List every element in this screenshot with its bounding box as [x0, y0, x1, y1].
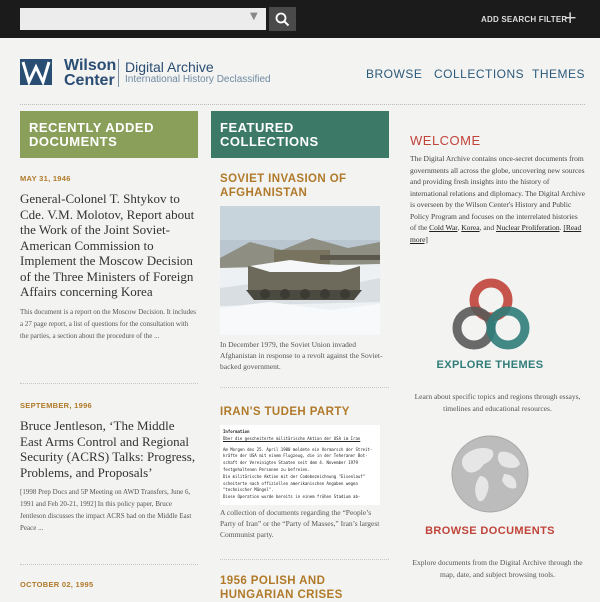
document-line: Diese Operation wurde bereits in einem frühen Stadium ab-: [223, 494, 361, 500]
list-item: [20, 401, 198, 534]
document-line: "technischer Mängel".: [223, 487, 274, 493]
document-line: kräfte der USA mit einem Flugzeug, die in der Teheraner Bot-: [223, 453, 368, 459]
collection-title-link[interactable]: SOVIET INVASION OF AFGHANISTAN: [220, 173, 347, 199]
document-line: Über die gescheiterte militärische Aktion der USA im Iran: [223, 435, 361, 441]
item-separator: [20, 564, 198, 565]
welcome-body: The Digital Archive contains once-secret documents from governments all across the globe, uncovering new sources and providing fresh insights into the history of international relations and diplomacy. The Digital Archive is overseen by the Wilson Center's History and Public Policy Program and focuses on the interrelated histories of the: [410, 154, 585, 232]
korea-link[interactable]: Korea: [461, 223, 480, 232]
site-name[interactable]: Digital Archive: [125, 59, 214, 75]
collection-description: A collection of documents regarding the “People’s Party of Iran” or the “Party of Masses,” Iran’s largest Communist party.: [220, 508, 380, 539]
item-title-link[interactable]: General-Colonel T. Shtykov to Cde. V.M. Molotov, Report about the Work of the Joint Soviet-American Commission to Implement the Moscow Decision of the Three Ministers of Foreign Affairs concerning Korea: [20, 191, 195, 299]
logo-org-line2[interactable]: Center: [64, 72, 115, 89]
list-item: [20, 174, 198, 342]
explore-themes-rings-icon[interactable]: [452, 278, 530, 352]
document-line: Am Morgen des 25. April 1980 meldete ein Vormarsch der Streit-: [223, 446, 373, 452]
welcome-separator: , and: [479, 223, 497, 232]
document-line: schaft der Vereinigten Staaten seit dem 4. November 1979: [223, 460, 358, 466]
item-separator: [20, 383, 198, 384]
iran-document-thumbnail[interactable]: [220, 425, 380, 505]
browse-documents-globe-icon[interactable]: [450, 434, 530, 514]
add-search-filter-link[interactable]: ADD SEARCH FILTER: [481, 15, 568, 24]
nav-themes[interactable]: THEMES: [532, 67, 586, 81]
nav-browse[interactable]: BROWSE: [366, 67, 423, 81]
plus-icon[interactable]: +: [563, 8, 578, 28]
collection-description: In December 1979, the Soviet Union invaded Afghanistan in response to a revolt against the Soviet-backed government.: [220, 340, 383, 371]
featured-collections-heading: FEATURED COLLECTIONS: [211, 111, 389, 158]
item-description: [1998 Prep Docs and 5P Meeting on AWD Transfers, June 6, 1991 and Feb 20-21, 1992] In this policy paper, Bruce Jentleson discusses the impact ACRS had on the Middle East Peace ...: [20, 488, 192, 532]
browse-documents-link[interactable]: BROWSE DOCUMENTS: [425, 525, 555, 537]
item-title-link[interactable]: Bruce Jentleson, ‘The Middle East Arms Control and Regional Security (ACRS) Talks: Progress, Problems, and Proposals’: [20, 418, 196, 480]
item-date: SEPTEMBER, 1996: [20, 401, 93, 410]
wilson-center-logo-icon[interactable]: [20, 59, 52, 85]
explore-themes-description: Learn about specific topics and regions through essays, timelines and educational resources.: [414, 392, 581, 413]
item-date: MAY 31, 1946: [20, 174, 71, 183]
read-more-link[interactable]: [Read more]: [410, 223, 582, 244]
header-divider: [20, 104, 585, 105]
list-item: [20, 580, 198, 589]
recently-added-heading: RECENTLY ADDED DOCUMENTS: [20, 111, 198, 158]
collection-title-link[interactable]: 1956 POLISH AND HUNGARIAN CRISES: [220, 575, 343, 601]
item-description: This document is a report on the Moscow Decision. It includes a 27 page report, a list of questions for the consultation with the parties, a section about the procedure of the ...: [20, 307, 196, 340]
logo-org-line1[interactable]: Wilson: [64, 57, 117, 74]
document-line: Die militärische Aktion mit der Codebezeichnung "Eisenlauf": [223, 473, 366, 479]
welcome-heading: WELCOME: [410, 133, 481, 148]
document-line: scheiterte nach offiziellen amerikanischen Angaben wegen: [223, 480, 358, 486]
nuclear-proliferation-link[interactable]: Nuclear Proliferation: [496, 223, 560, 232]
welcome-separator: ,: [457, 223, 462, 232]
search-dropdown-icon[interactable]: ▼: [250, 11, 258, 22]
cold-war-link[interactable]: Cold War: [429, 223, 458, 232]
explore-themes-link[interactable]: EXPLORE THEMES: [436, 359, 544, 371]
afghanistan-tank-photo[interactable]: [220, 206, 380, 335]
item-date: OCTOBER 02, 1995: [20, 580, 94, 589]
document-line: festgehaltenen Personen zu befreien.: [223, 466, 310, 472]
top-bar: [0, 0, 600, 38]
welcome-separator: .: [559, 223, 564, 232]
recently-added-column: [20, 111, 198, 600]
collection-title-link[interactable]: IRAN'S TUDEH PARTY: [220, 406, 350, 418]
item-separator: [220, 559, 389, 560]
logo-divider: [118, 59, 119, 87]
search-button[interactable]: [269, 7, 296, 31]
document-line: Information: [223, 429, 250, 434]
search-icon: [275, 12, 290, 27]
browse-documents-description: Explore documents from the Digital Archive through the map, date, and subject browsing tools.: [412, 558, 583, 579]
welcome-text: [410, 153, 585, 245]
site-tagline: International History Declassified: [125, 74, 271, 85]
featured-collections-column: [211, 111, 389, 600]
item-separator: [220, 387, 389, 388]
nav-collections[interactable]: COLLECTIONS: [434, 67, 525, 81]
search-input[interactable]: [20, 8, 266, 30]
